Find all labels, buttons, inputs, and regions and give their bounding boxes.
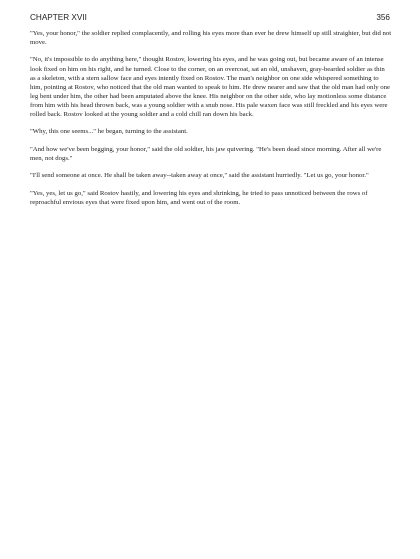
paragraph: "Yes, your honor," the soldier replied complacently, and rolling his eyes more than ever he drew himself up still straighter, but did not move. [30, 30, 392, 47]
paragraph: "And how we've been begging, your honor," said the old soldier, his jaw quivering. "He's been dead since morning. After all we're men, not dogs." [30, 145, 382, 162]
paragraph: "Why, this one seems..." he began, turning to the assistant. [30, 128, 188, 136]
body-text [30, 29, 392, 215]
chapter-title: CHAPTER XVII [30, 13, 87, 22]
paragraph: "Yes, yes, let us go," said Rostov hastily, and lowering his eyes and shrinking, he tried to pass unnoticed between the rows of reproachful envious eyes that were fixed upon him, and went out of the room. [30, 189, 368, 206]
page-header [30, 13, 390, 25]
page-number: 356 [376, 13, 390, 22]
paragraph: "No, it's impossible to do anything here," thought Rostov, lowering his eyes, and he was going out, but became aware of an intense look fixed on him on his right, and he turned. Close to the corner, on an overcoat, sat an old, unshaven, gray-bearded soldier as thin as a skeleton, with a stern sallow face and eyes intently fixed on Rostov. The man's neighbor on one side whispered something to him, pointing at Rostov, who noticed that the old man wanted to speak to him. He drew nearer and saw that the old man had only one leg bent under him, the other had been amputated above the knee. His neighbor on the other side, who lay motionless some distance from him with his head thrown back, was a young soldier with a snub nose. His pale waxen face was still freckled and his eyes were rolled back. Rostov looked at the young soldier and a cold chill ran down his back. [30, 56, 391, 119]
paragraph: "I'll send someone at once. He shall be taken away--taken away at once," said the assistant hurriedly. "Let us go, your honor." [30, 172, 369, 180]
